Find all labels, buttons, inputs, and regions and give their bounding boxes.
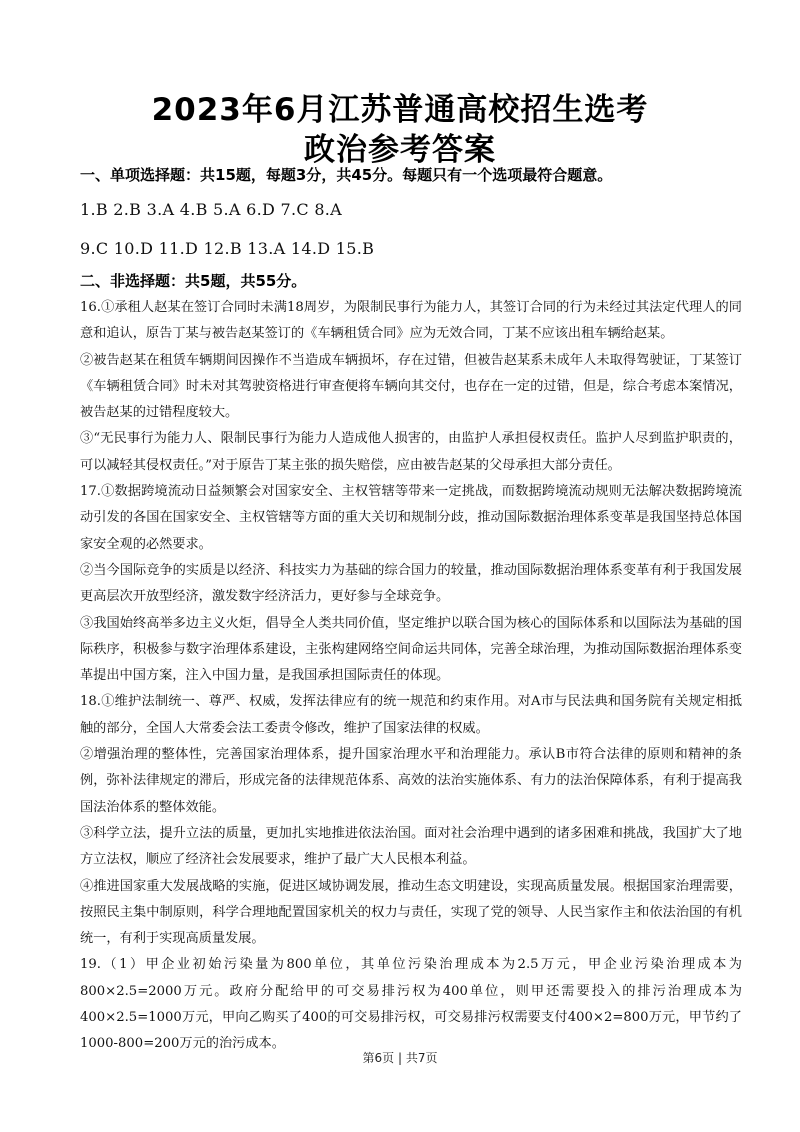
paragraph: 17.①数据跨境流动日益频繁会对国家安全、主权管辖等带来一定挑战，而数据跨境流动规则无法解决数据跨境流动引发的各国在国家安全、主权管辖等方面的重大关切和规制分歧，推动国际数据治理体系变革是我国坚持总体国家安全观的必然要求。 bbox=[80, 484, 742, 552]
paragraph: ②增强治理的整体性，完善国家治理体系，提升国家治理水平和治理能力。承认B市符合法律的原则和精神的条例，弥补法律规定的滞后，形成完备的法律规范体系、高效的法治实施体系、有力的法治保障体系，有利于提高我国法治体系的整体效能。 bbox=[80, 747, 742, 815]
page-footer: 第6页 | 共7页 bbox=[362, 1051, 438, 1065]
paragraph: ③我国始终高举多边主义火炬，倡导全人类共同价值，坚定维护以联合国为核心的国际体系和以国际法为基础的国际秩序，积极参与数字治理体系建设，主张构建网络空间命运共同体，完善全球治理，为推动国际数据治理体系变革提出中国方案，注入中国力量，是我国承担国际责任的体现。 bbox=[80, 615, 742, 684]
page-subtitle: 政治参考答案 bbox=[304, 132, 496, 168]
page-title: 2023年6月江苏普通高校招生选考 bbox=[151, 92, 649, 128]
paragraph: 18.①维护法制统一、尊严、权威，发挥法律应有的统一规范和约束作用。对A市与民法典和国务院有关规定相抵触的部分，全国人大常委会法工委责令修改，维护了国家法律的权威。 bbox=[80, 694, 742, 736]
answer-row-2: 9.C 10.D 11.D 12.B 13.A 14.D 15.B bbox=[80, 239, 375, 258]
paragraph: ②被告赵某在租赁车辆期间因操作不当造成车辆损坏，存在过错，但被告赵某系未成年人未取得驾驶证，丁某签订《车辆租赁合同》时未对其驾驶资格进行审查便将车辆向其交付，也存在一定的过错，但是，综合考虑本案情况，被告赵某的过错程度较大。 bbox=[80, 352, 742, 421]
paragraph: ③“无民事行为能力人、限制民事行为能力人造成他人损害的，由监护人承担侵权责任。监护人尽到监护职责的，可以减轻其侵权责任。”对于原告丁某主张的损失赔偿，应由被告赵某的父母承担大部分责任。 bbox=[80, 431, 742, 473]
paragraph: ③科学立法，提升立法的质量，更加扎实地推进依法治国。面对社会治理中遇到的诸多困难和挑战，我国扩大了地方立法权，顺应了经济社会发展要求，维护了最广大人民根本利益。 bbox=[80, 825, 742, 868]
paragraph: ②当今国际竞争的实质是以经济、科技实力为基础的综合国力的较量，推动国际数据治理体系变革有利于我国发展更高层次开放型经济，激发数字经济活力，更好参与全球竞争。 bbox=[80, 562, 742, 605]
section-heading-choice: 一、单项选择题：共15题，每题3分，共45分。每题只有一个选项最符合题意。 bbox=[80, 166, 613, 184]
paragraph: ④推进国家重大发展战略的实施，促进区域协调发展，推动生态文明建设，实现高质量发展。根据国家治理需要，按照民主集中制原则，科学合理地配置国家机关的权力与责任，实现了党的领导、人民当家作主和依法治国的有机统一，有利于实现高质量发展。 bbox=[80, 878, 742, 947]
paragraph: 19.（1）甲企业初始污染量为800单位，其单位污染治理成本为2.5万元，甲企业污染治理成本为800×2.5=2000万元。政府分配给甲的可交易排污权为400单位，则甲还需要投入的排污治理成本为400×2.5=1000万元，甲向乙购买了400的可交易排污权，可交易排污权需要支付400×2=800万元，甲节约了1000-800=200万元的治污成本。 bbox=[80, 957, 742, 1052]
answer-body bbox=[80, 295, 742, 1058]
section-heading-nonchoice: 二、非选择题：共5题，共55分。 bbox=[80, 272, 307, 290]
answer-row-1: 1.B 2.B 3.A 4.B 5.A 6.D 7.C 8.A bbox=[80, 200, 343, 219]
paragraph: 16.①承租人赵某在签订合同时未满18周岁，为限制民事行为能力人，其签订合同的行为未经过其法定代理人的同意和追认，原告丁某与被告赵某签订的《车辆租赁合同》应为无效合同，丁某不应该出租车辆给赵某。 bbox=[80, 300, 742, 342]
